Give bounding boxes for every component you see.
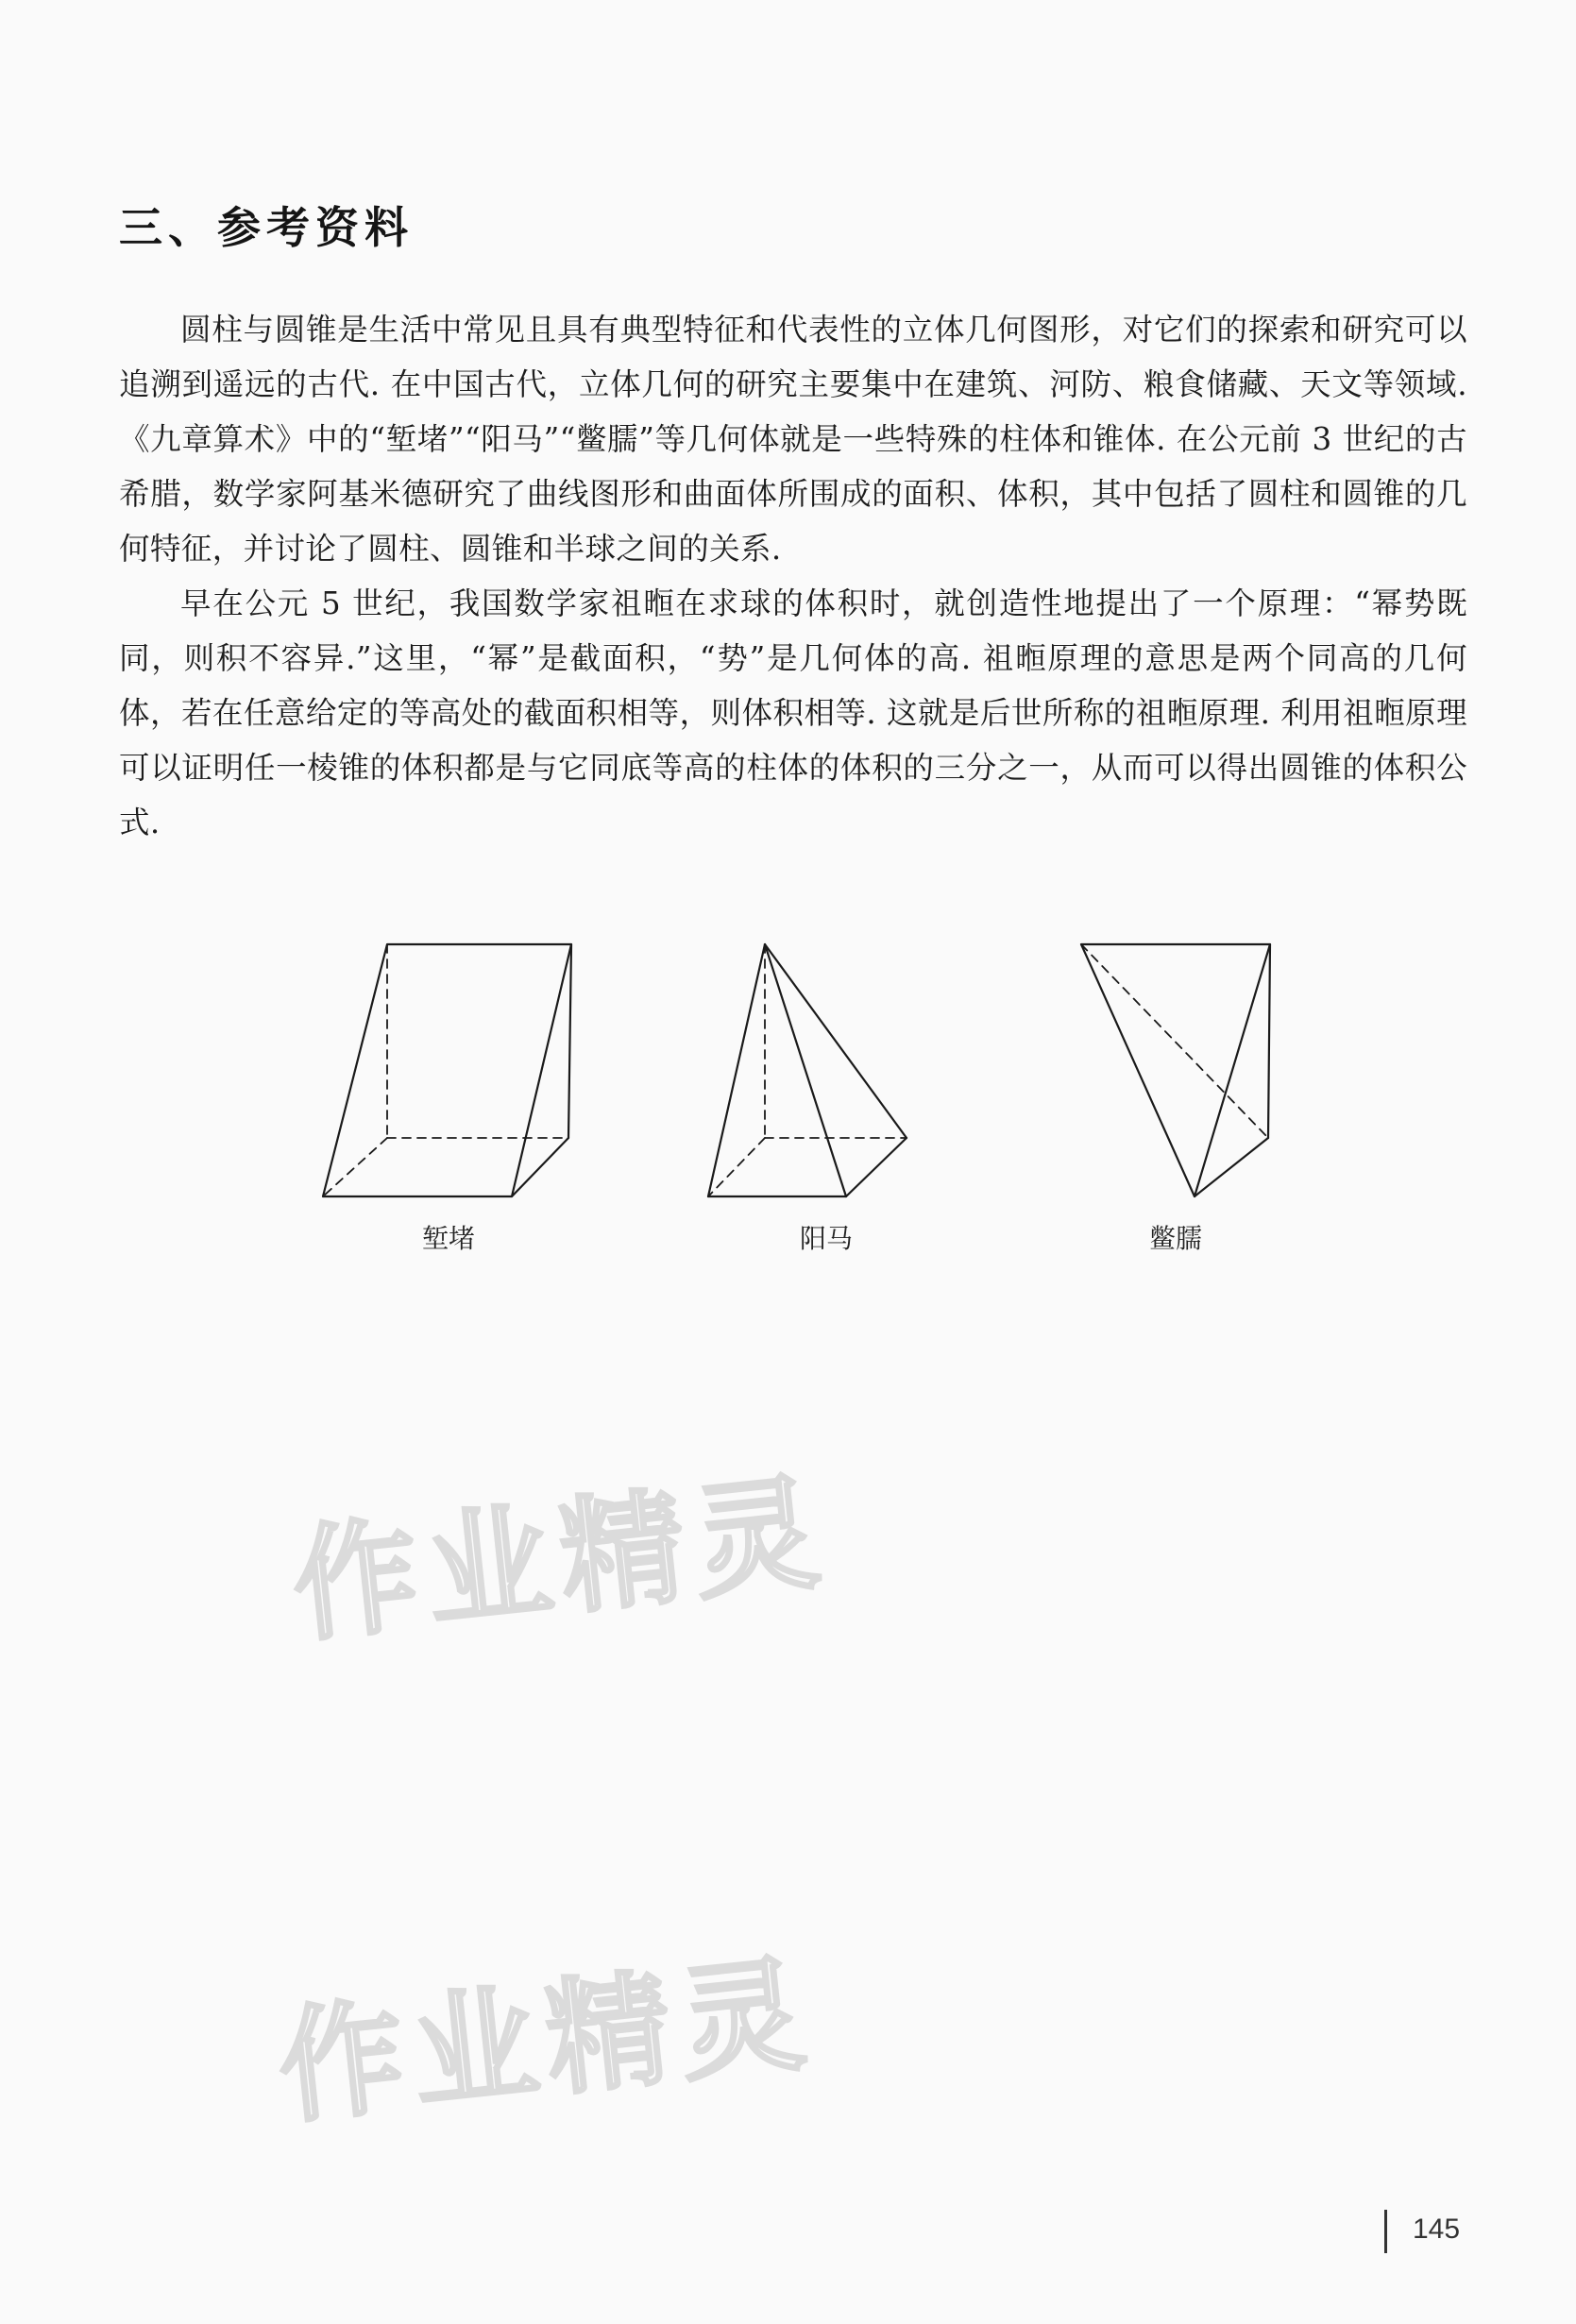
paragraph-1: 圆柱与圆锥是生活中常见且具有典型特征和代表性的立体几何图形，对它们的探索和研究可以追溯到遥远的古代. 在中国古代，立体几何的研究主要集中在建筑、河防、粮食储藏、天文等领域.《九章算术》中的“堑堵”“阳马”“鳖臑”等几何体就是一些特殊的柱体和锥体. 在公元前 3 世纪的古希腊，数学家阿基米德研究了曲线图形和曲面体所围成的面积、体积，其中包括了圆柱和圆锥的几何特征，并讨论了圆柱、圆锥和半球之间的关系.: [119, 312, 1467, 567]
paragraph-2: 早在公元 5 世纪，我国数学家祖暅在求球的体积时，就创造性地提出了一个原理：“幂势既同，则积不容异.”这里，“幂”是截面积，“势”是几何体的高. 祖暅原理的意思是两个同高的几何体，若在任意给定的等高处的截面积相等，则体积相等. 这就是后世所称的祖暅原理. 利用祖暅原理可以证明任一棱锥的体积都是与它同底等高的柱体的体积的三分之一，从而可以得出圆锥的体积公式.: [119, 585, 1467, 840]
figure-caption-bienao: 鳖臑: [1148, 1223, 1203, 1254]
body-text: [119, 302, 1467, 850]
watermark-2: 作业精灵: [272, 1941, 822, 2142]
watermark-1: 作业精灵: [286, 1459, 836, 1660]
bienao-right-edge: [1268, 944, 1270, 1138]
qiandu-hidden-diagonal: [323, 1138, 387, 1196]
yangma-edge-right: [765, 944, 907, 1138]
yangma-figure: [708, 944, 907, 1196]
qiandu-figure: [323, 944, 571, 1196]
figure-caption-qiandu: 堑堵: [421, 1223, 476, 1254]
bienao-bottom-edge: [1195, 1138, 1268, 1196]
footer-divider: [1384, 2210, 1387, 2253]
qiandu-front-face: [323, 944, 571, 1196]
bienao-figure: [1081, 944, 1270, 1196]
figure-caption-yangma: 阳马: [799, 1223, 854, 1254]
qiandu-right-edge: [568, 944, 571, 1138]
yangma-hidden-diagonal: [708, 1138, 765, 1196]
yangma-edge-front: [765, 944, 846, 1196]
qiandu-bottom-edge: [512, 1138, 568, 1196]
page-number: 145: [1413, 2214, 1461, 2245]
yangma-base-right: [846, 1138, 907, 1196]
section-title: 三、参考资料: [119, 202, 414, 253]
yangma-edge-left: [708, 944, 765, 1196]
